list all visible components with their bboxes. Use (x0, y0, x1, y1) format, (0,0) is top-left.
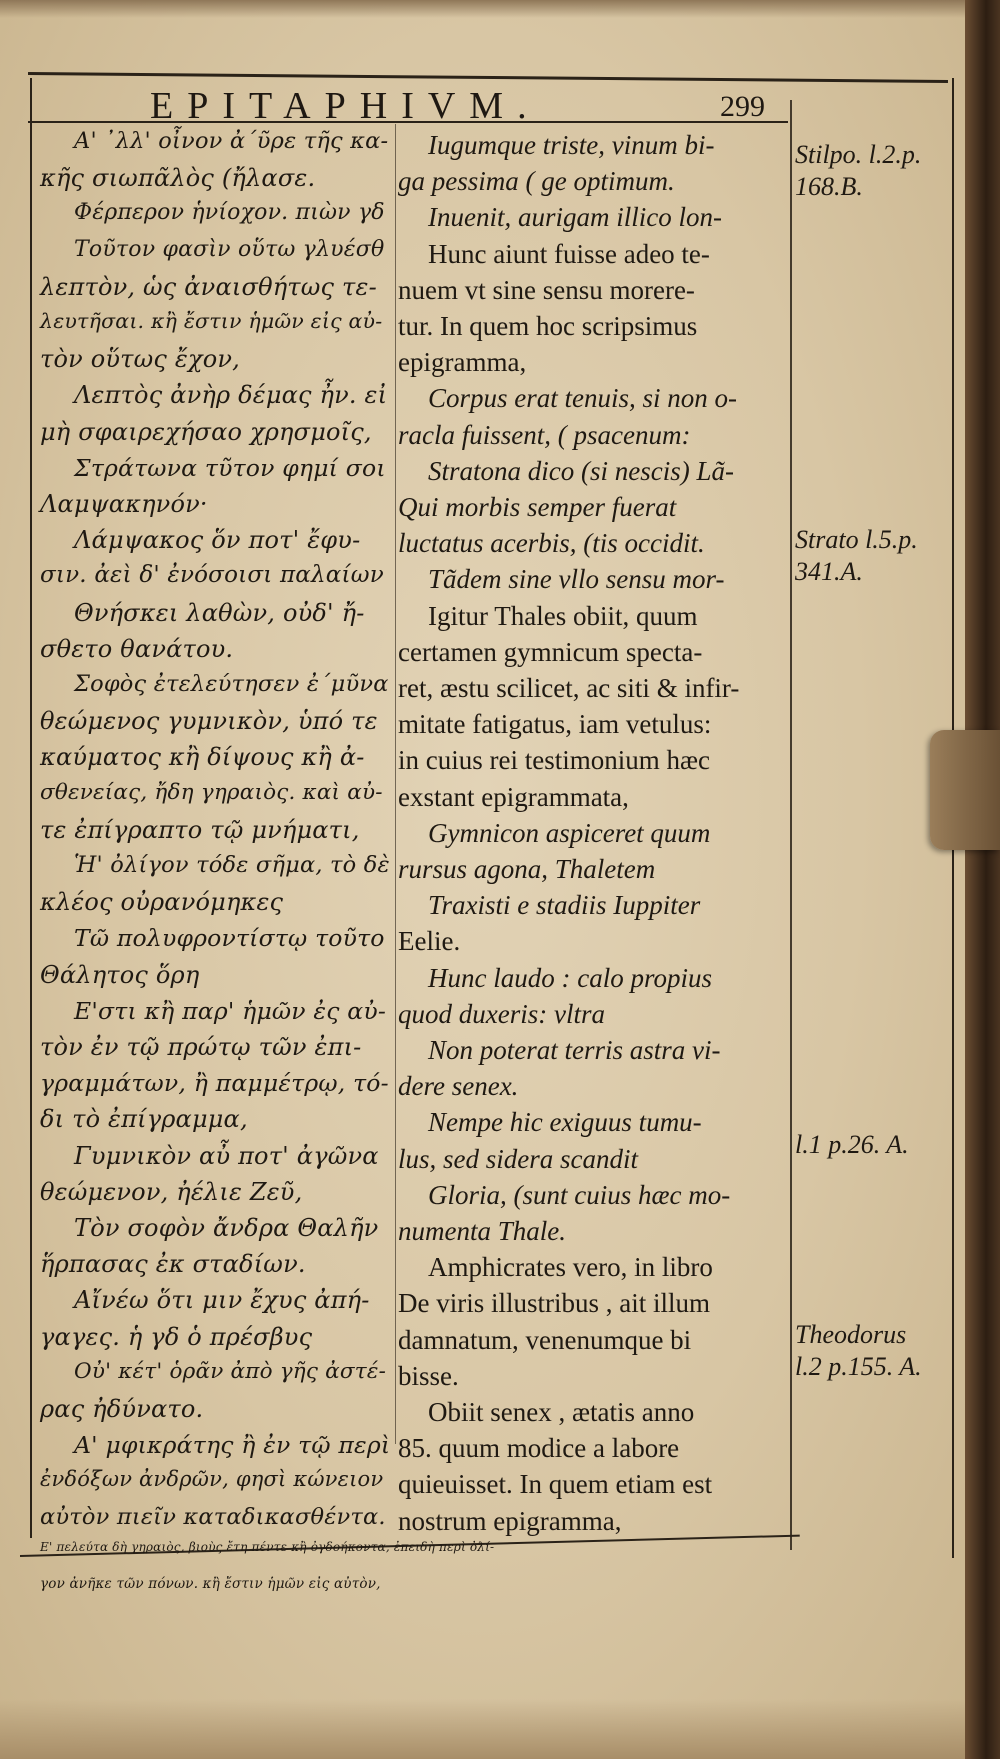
greek_column-line: Ε'στι κἢ παρ' ἡμῶν ἐς αὐ- (74, 996, 386, 1025)
greek_column-line: θεώμενος γυμνικὸν, ὑπό τε (40, 707, 378, 736)
marginal-note-line: 341.A. (795, 557, 863, 586)
greek_column-line: γαγες. ἡ γδ ὁ πρέσβυς (40, 1322, 313, 1351)
latin_column-line: lus, sed sidera scandit (398, 1143, 638, 1174)
greek_column-line: λευτῆσαι. κἢ ἔστιν ἡμῶν εἰς αὐ- (40, 309, 383, 333)
book-clasp (930, 730, 1000, 850)
left-border-rule (30, 78, 32, 1538)
marginal-note-line: Strato l.5.p. (795, 525, 918, 554)
greek_column-line: σθετο θανάτου. (40, 634, 234, 663)
latin_column-line: Iugumque triste, vinum bi- (428, 130, 715, 160)
greek_column-line: κῆς σιωπᾶλὸς (ἤλασε. (40, 164, 316, 193)
page-top-shadow (0, 0, 965, 18)
latin_column-line: Hunc aiunt fuisse adeo te- (428, 238, 710, 269)
page-number: 299 (720, 90, 765, 123)
top-border-rule (28, 72, 948, 83)
latin_column-line: racla fuissent, ( psacenum: (398, 419, 691, 450)
latin_column-line: Gymnicon aspiceret quum (428, 817, 711, 848)
greek_column-line: ρας ἠδύνατο. (40, 1395, 204, 1423)
greek_column-line: Τὸν σοφὸν ἄνδρα Θαλῆν (74, 1214, 379, 1242)
latin_column-line: Stratona dico (si nescis) Lã- (428, 455, 734, 486)
greek_column-line: Σοφὸς ἐτελεύτησεν ἐ΄μῦνα (74, 671, 389, 697)
latin_column-line: damnatum, venenumque bi (398, 1324, 692, 1355)
latin_column-line: Qui morbis semper fuerat (398, 492, 677, 522)
greek_column-line: αὐτὸν πιεῖν καταδικασθέντα. (40, 1503, 386, 1530)
marginal-note-line: l.2 p.155. A. (795, 1352, 922, 1381)
greek_column-line: Γυμνικὸν αὖ ποτ' ἀγῶνα (74, 1141, 379, 1170)
latin_column-line: Non poterat terris astra vi- (428, 1035, 721, 1065)
greek_column-line: Θνήσκει λαθὼν, οὐδ' ἤ- (74, 598, 365, 627)
running-head: EPITAPHIVM. (150, 85, 541, 127)
greek_column-line: Φέρπερον ἡνίοχον. πιὼν γδ (74, 200, 385, 226)
latin_column-line: Tãdem sine vllo sensu mor- (428, 564, 725, 595)
latin_column-line: Nempe hic exiguus tumu- (428, 1107, 702, 1138)
latin_column-line: bisse. (398, 1360, 459, 1391)
greek_column-line: σιν. ἀεὶ δ' ἐνόσοισι παλαίων (40, 562, 384, 589)
latin_column-line: rursus agona, Thaletem (398, 854, 656, 884)
marginal-note-line: l.1 p.26. A. (795, 1130, 909, 1159)
latin_column-line: Gloria, (sunt cuius hæc mo- (428, 1179, 731, 1210)
latin_column-line: mitate fatigatus, iam vetulus: (398, 709, 712, 740)
greek_column-line: ἐνδόξων ἀνδρῶν, φησὶ κώνειον (40, 1467, 384, 1492)
greek_column-line: μὴ σφαιρεχήσαο χρησμοῖς, (40, 417, 372, 446)
latin_column-line: dere senex. (398, 1071, 519, 1102)
latin_column-line: numenta Thale. (398, 1216, 566, 1246)
greek_column-line: Τῶ πολυφροντίστῳ τοῦτο (74, 924, 385, 953)
latin_column-line: Corpus erat tenuis, si non o- (428, 383, 738, 414)
latin_column-line: ga pessima ( ge optimum. (398, 166, 675, 197)
greek_column-line: Οὐ' κέτ' ὁρᾶν ἀπὸ γῆς ἀστέ- (74, 1358, 387, 1384)
greek_column-line: κλέος οὐρανόμηκες (40, 888, 284, 917)
latin_column-line: Hunc laudo : calo propius (428, 962, 712, 993)
latin_column-line: Igitur Thales obiit, quum (428, 600, 698, 631)
greek_column-line: σθενείας, ἤδη γηραιὸς. καὶ αὐ- (40, 779, 383, 805)
margin-divider-rule (790, 100, 792, 1550)
latin_column-line: Inuenit, aurigam illico lon- (428, 202, 722, 233)
marginal-note-line: Stilpo. l.2.p. (795, 140, 922, 169)
greek_column-line: τε ἐπίγραπτο τῷ μνήματι, (40, 815, 360, 844)
latin_column-line: Traxisti e stadiis Iuppiter (428, 890, 701, 921)
greek_column-line: λεπτὸν, ὡς ἀναισθήτως τε- (40, 272, 377, 301)
greek_column-line: Λαμψακηνόν· (40, 490, 208, 518)
latin_column-line: ret, æstu scilicet, ac siti & infir- (398, 673, 740, 703)
latin_column-line: Obiit senex , ætatis anno (428, 1397, 695, 1427)
greek_column-line: Στράτωνα τῦτον φημί σοι (74, 453, 386, 482)
latin_column-line: luctatus acerbis, (tis occidit. (398, 528, 705, 559)
latin_column-line: Eelie. (398, 926, 461, 957)
greek_column-line: Αἴνέω ὅτι μιν ἔχυς ἀπή- (74, 1286, 370, 1315)
greek_column-line: γον ἀνῆκε τῶν πόνων. κἢ ἔστιν ἡμῶν εἰς αὐτὸν, (40, 1576, 381, 1592)
greek_column-line: τὸν ἐν τῷ πρώτῳ τῶν ἐπι- (40, 1033, 362, 1061)
page-bottom-shadow (0, 1699, 965, 1759)
latin_column-line: tur. In quem hoc scripsimus (398, 311, 698, 341)
greek_column-line: Α' μφικράτης ἢ ἐν τῷ περὶ (74, 1431, 391, 1460)
latin_column-line: in cuius rei testimonium hæc (398, 745, 710, 776)
marginal-note-line: Theodorus (795, 1320, 907, 1349)
latin_column-line: epigramma, (398, 347, 527, 378)
greek_column-line: Τοῦτον φασὶν οὕτω γλυέσθ (74, 236, 385, 262)
greek_column-line: Θάλητος ὅρη (40, 960, 200, 989)
greek_column-line: τὸν οὕτως ἔχον, (40, 345, 240, 374)
greek_column-line: Ε' πελεύτα δὴ γηραιὸς, βιοὺς ἔτη πέντε κἢ ὀγδοήκοντα, ἐπειδὴ περὶ ὀλί- (40, 1539, 495, 1554)
latin_column-line: exstant epigrammata, (398, 781, 629, 812)
greek_column-line: καύματος κἢ δίψους κἢ ἀ- (40, 743, 365, 772)
page-edge-stack (965, 0, 1000, 1759)
greek_column-line: γραμμάτων, ἢ παμμέτρῳ, τό- (40, 1069, 389, 1098)
latin_column-line: nuem vt sine sensu morere- (398, 274, 695, 305)
latin_column-line: quod duxeris: vltra (398, 998, 605, 1029)
latin_column-line: Amphicrates vero, in libro (428, 1252, 713, 1283)
greek_column-line: δι τὸ ἐπίγραμμα, (40, 1105, 248, 1134)
greek_column-line: Α' ᾽λλ' οἶνον ἀ΄ῦρε τῆς κα- (74, 128, 389, 154)
greek_column-line: Λάμψακος ὅν ποτ' ἔφυ- (74, 526, 361, 555)
greek_column-line: ἥρπασας ἐκ σταδίων. (40, 1250, 306, 1279)
latin_column-line: 85. quum modice a labore (398, 1433, 680, 1464)
greek_column-line: Ἡ' ὀλίγον τόδε σῆμα, τὸ δὲ (74, 852, 390, 878)
greek_column-line: Λεπτὸς ἀνὴρ δέμας ἦν. εἰ (74, 381, 388, 410)
greek_column-line: θεώμενον, ἠέλιε Ζεῦ, (40, 1177, 303, 1206)
latin_column-line: quieuisset. In quem etiam est (398, 1469, 713, 1500)
latin_column-line: De viris illustribus , ait illum (398, 1288, 710, 1319)
latin_column-line: certamen gymnicum specta- (398, 636, 703, 667)
marginal-note-line: 168.B. (795, 172, 863, 201)
column-divider-rule (395, 124, 396, 1444)
latin_column-line: nostrum epigramma, (398, 1505, 622, 1536)
